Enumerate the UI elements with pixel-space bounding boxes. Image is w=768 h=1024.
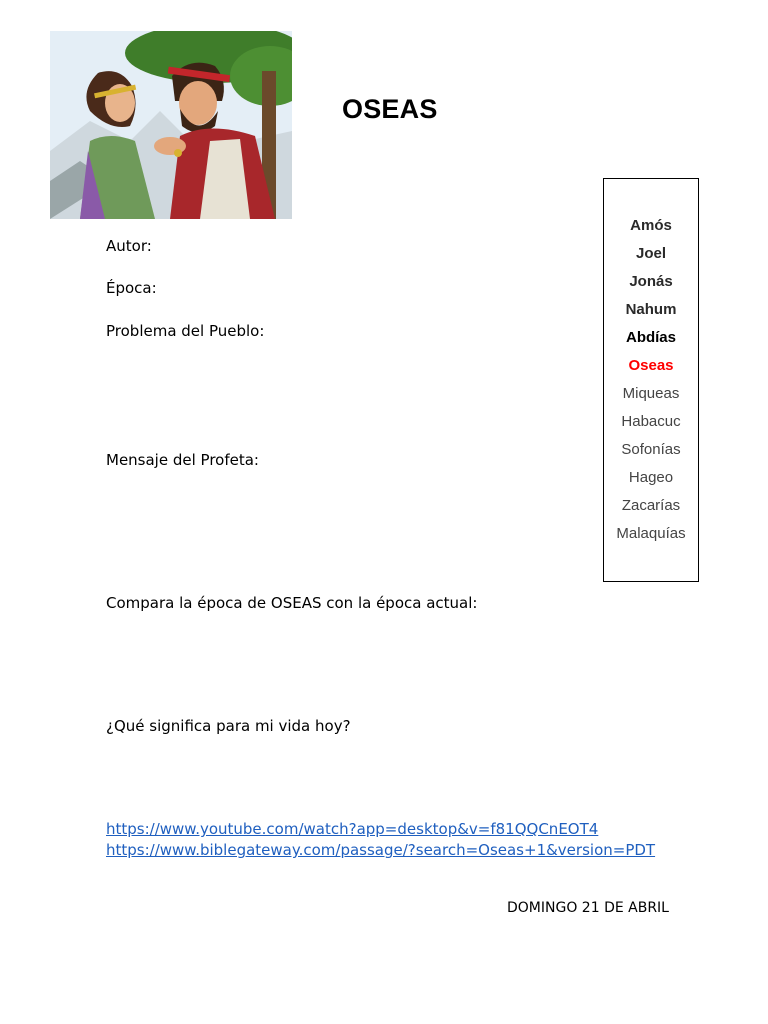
book-miqueas: Miqueas: [622, 385, 680, 402]
field-mensaje: Mensaje del Profeta:: [106, 451, 259, 469]
book-malaquias: Malaquías: [616, 525, 686, 542]
book-zacarias: Zacarías: [621, 497, 681, 514]
illustration-hosea-gomer: [50, 31, 292, 219]
youtube-link[interactable]: https://www.youtube.com/watch?app=desktop&v=f81QQCnEOT4: [106, 820, 599, 838]
date-label: DOMINGO 21 DE ABRIL: [507, 900, 669, 916]
books-list: [604, 212, 698, 548]
book-jonas: Jonás: [629, 273, 673, 290]
biblegateway-link[interactable]: https://www.biblegateway.com/passage/?search=Oseas+1&version=PDT: [106, 841, 656, 859]
field-compara: Compara la época de OSEAS con la época actual:: [106, 594, 478, 612]
page-title: OSEAS: [342, 94, 438, 124]
book-amos: Amós: [630, 217, 672, 234]
field-autor: Autor:: [106, 237, 152, 255]
book-hageo: Hageo: [628, 469, 674, 486]
book-oseas: Oseas: [628, 357, 674, 374]
field-vida: ¿Qué significa para mi vida hoy?: [106, 717, 351, 735]
field-problema: Problema del Pueblo:: [106, 322, 265, 340]
minor-prophets-box: [603, 178, 699, 582]
book-nahum: Nahum: [625, 301, 677, 318]
field-epoca: Época:: [106, 279, 157, 297]
book-abdias: Abdías: [625, 329, 676, 346]
book-sofonias: Sofonías: [621, 441, 681, 458]
links: [106, 819, 655, 861]
book-joel: Joel: [635, 245, 666, 262]
book-habacuc: Habacuc: [621, 413, 681, 430]
